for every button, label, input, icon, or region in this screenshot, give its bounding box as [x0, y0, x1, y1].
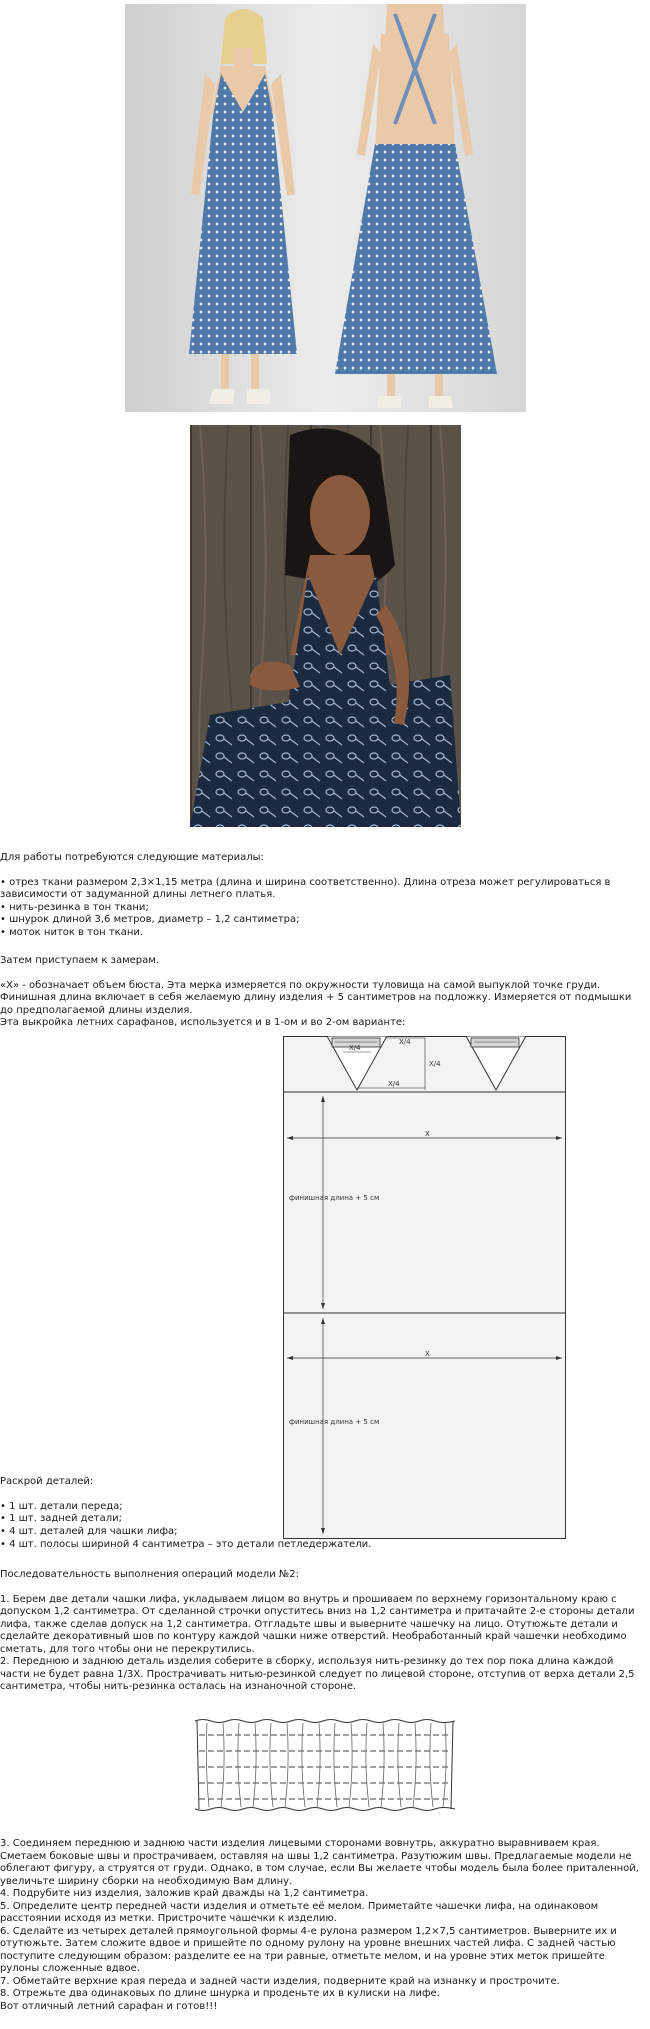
materials-intro: Для работы потребуются следующие материалы: — [0, 852, 264, 863]
cutting-title: Раскрой деталей: — [0, 1476, 94, 1487]
measurement-paragraph: Эта выкройка летних сарафанов, используется и в 1-ом и во 2-ом варианте: — [0, 1017, 406, 1028]
pattern-label-x4-side: X/4 — [429, 1060, 441, 1068]
cutting-item: • 1 шт. детали переда; — [0, 1500, 123, 1512]
step-paragraph: 5. Определите центр передней части изделия и отметьте её мелом. Приметайте чашечки лифа, на одинаковом расстоянии исходя из метки. Пристрочите чашечки к изделию. — [0, 1900, 599, 1924]
step-paragraph: 2. Переднюю и заднюю деталь изделия соберите в сборку, используя нить-резинку до тех пор пока длина каждой части не будет равна 1/3Х. Прострачивать нитью-резинкой следует по лицевой стороне, отступив от верха детали 2,5 сантиметра, чтобы нить-резинка осталась на изнаночной стороне. — [0, 1656, 635, 1692]
dress-photo-front-back — [125, 4, 526, 412]
closing-line: Вот отличный летний сарафан и готов!!! — [0, 2000, 218, 2012]
pattern-label-finish-2: финишная длина + 5 см — [289, 1418, 380, 1426]
materials-item: • нить-резинка в тон ткани; — [0, 901, 149, 913]
measurement-paragraph: Финишная длина включает в себя желаемую длину изделия + 5 сантиметров на подложку. Измеряется от подмышки до предполагаемой длины изделия. — [0, 992, 632, 1016]
pattern-label-x4-a: X/4 — [349, 1044, 361, 1052]
measurement-paragraph: «Х» - обозначает объем бюста. Эта мерка измеряется по окружности туловища на самой выпуклой точке груди. — [0, 979, 601, 991]
pattern-label-x4-top: X/4 — [399, 1038, 411, 1046]
materials-item: • шнурок длиной 3,6 метров, диаметр – 1,2 сантиметра; — [0, 914, 300, 925]
step-paragraph: 1. Берем две детали чашки лифа, укладываем лицом во внутрь и прошиваем по верхнему горизонтальному краю с допуском 1,2 сантиметра. От сделанной строчки опуститесь вниз на 1,2 сантиметра и притачайте 2-е стороны детали лифа, также сделав допуск на 1,2 сантиметра. Отгладьте швы и выверните чашечку на лицо. Отутюжьте детали и сделайте декоративный шов по контуру каждой чашки ниже отверстий. Необработанный край чашечки необходимо сметать, для того чтобы они не перекрутились. — [0, 1593, 635, 1655]
materials-section — [0, 852, 646, 939]
shirring-sketch — [193, 1715, 458, 1815]
measurements-title: Затем приступаем к замерам. — [0, 955, 159, 966]
pattern-label-x4-b: X/4 — [388, 1080, 400, 1088]
measurements-section — [0, 955, 646, 1030]
materials-item: • моток ниток в тон ткани. — [0, 926, 144, 938]
step-paragraph: 7. Обметайте верхние края переда и задней части изделия, подверните край на изнанку и прострочите. — [0, 1975, 560, 1987]
pattern-label-x: X — [425, 1130, 430, 1138]
sequence-section — [0, 1569, 646, 1694]
pattern-diagram — [283, 1036, 566, 1539]
cutting-item-last: • 4 шт. полосы шириной 4 сантиметра – это детали петледержатели. — [0, 1539, 372, 1550]
sequence-title: Последовательность выполнения операций модели №2: — [0, 1569, 300, 1580]
pattern-label-x-2: X — [425, 1350, 430, 1358]
materials-item: • отрез ткани размером 2,3×1,15 метра (длина и ширина соответственно). Длина отреза может регулироваться в зависимости от задуманной длины летнего платья. — [0, 876, 611, 900]
navy-dress-photo — [190, 425, 461, 827]
cutting-item: • 1 шт. задней детали; — [0, 1513, 122, 1524]
sequence-continued — [0, 1838, 646, 2013]
step-paragraph: 3. Соединяем переднюю и заднюю части изделия лицевыми сторонами вовнутрь, аккуратно выравниваем края. Сметаем боковые швы и прострачиваем, оставляя на швы 1,2 сантиметра. Разутюжим швы. Предлагаемые модели не облегают фигуру, а струятся от груди. Однако, в том случае, если Вы желаете чтобы модель была более приталенной, увеличьте ширину сборки на необходимую Вам длину. — [0, 1838, 639, 1887]
step-paragraph: 6. Сделайте из четырех деталей прямоугольной формы 4-е рулона размером 1,2×7,5 сантиметров. Выверните их и отутюжьте. Затем сложите вдвое и пришейте по одному рулону на уровне внешних частей лифа. С задней частью поступите следующим образом: разделите ее на три равные, отметьте мелом, и на уровне этих меток пришейте рулоны сложенные вдвое. — [0, 1925, 617, 1974]
cutting-item: • 4 шт. деталей для чашки лифа; — [0, 1525, 178, 1537]
cutting-section — [0, 1476, 280, 1538]
step-paragraph: 8. Отрежьте два одинаковых по длине шнурка и проденьте их в кулиски на лифе. — [0, 1988, 440, 1999]
step-paragraph: 4. Подрубите низ изделия, заложив край дважды на 1,2 сантиметра. — [0, 1888, 369, 1899]
pattern-label-finish-1: финишная длина + 5 см — [289, 1194, 380, 1202]
